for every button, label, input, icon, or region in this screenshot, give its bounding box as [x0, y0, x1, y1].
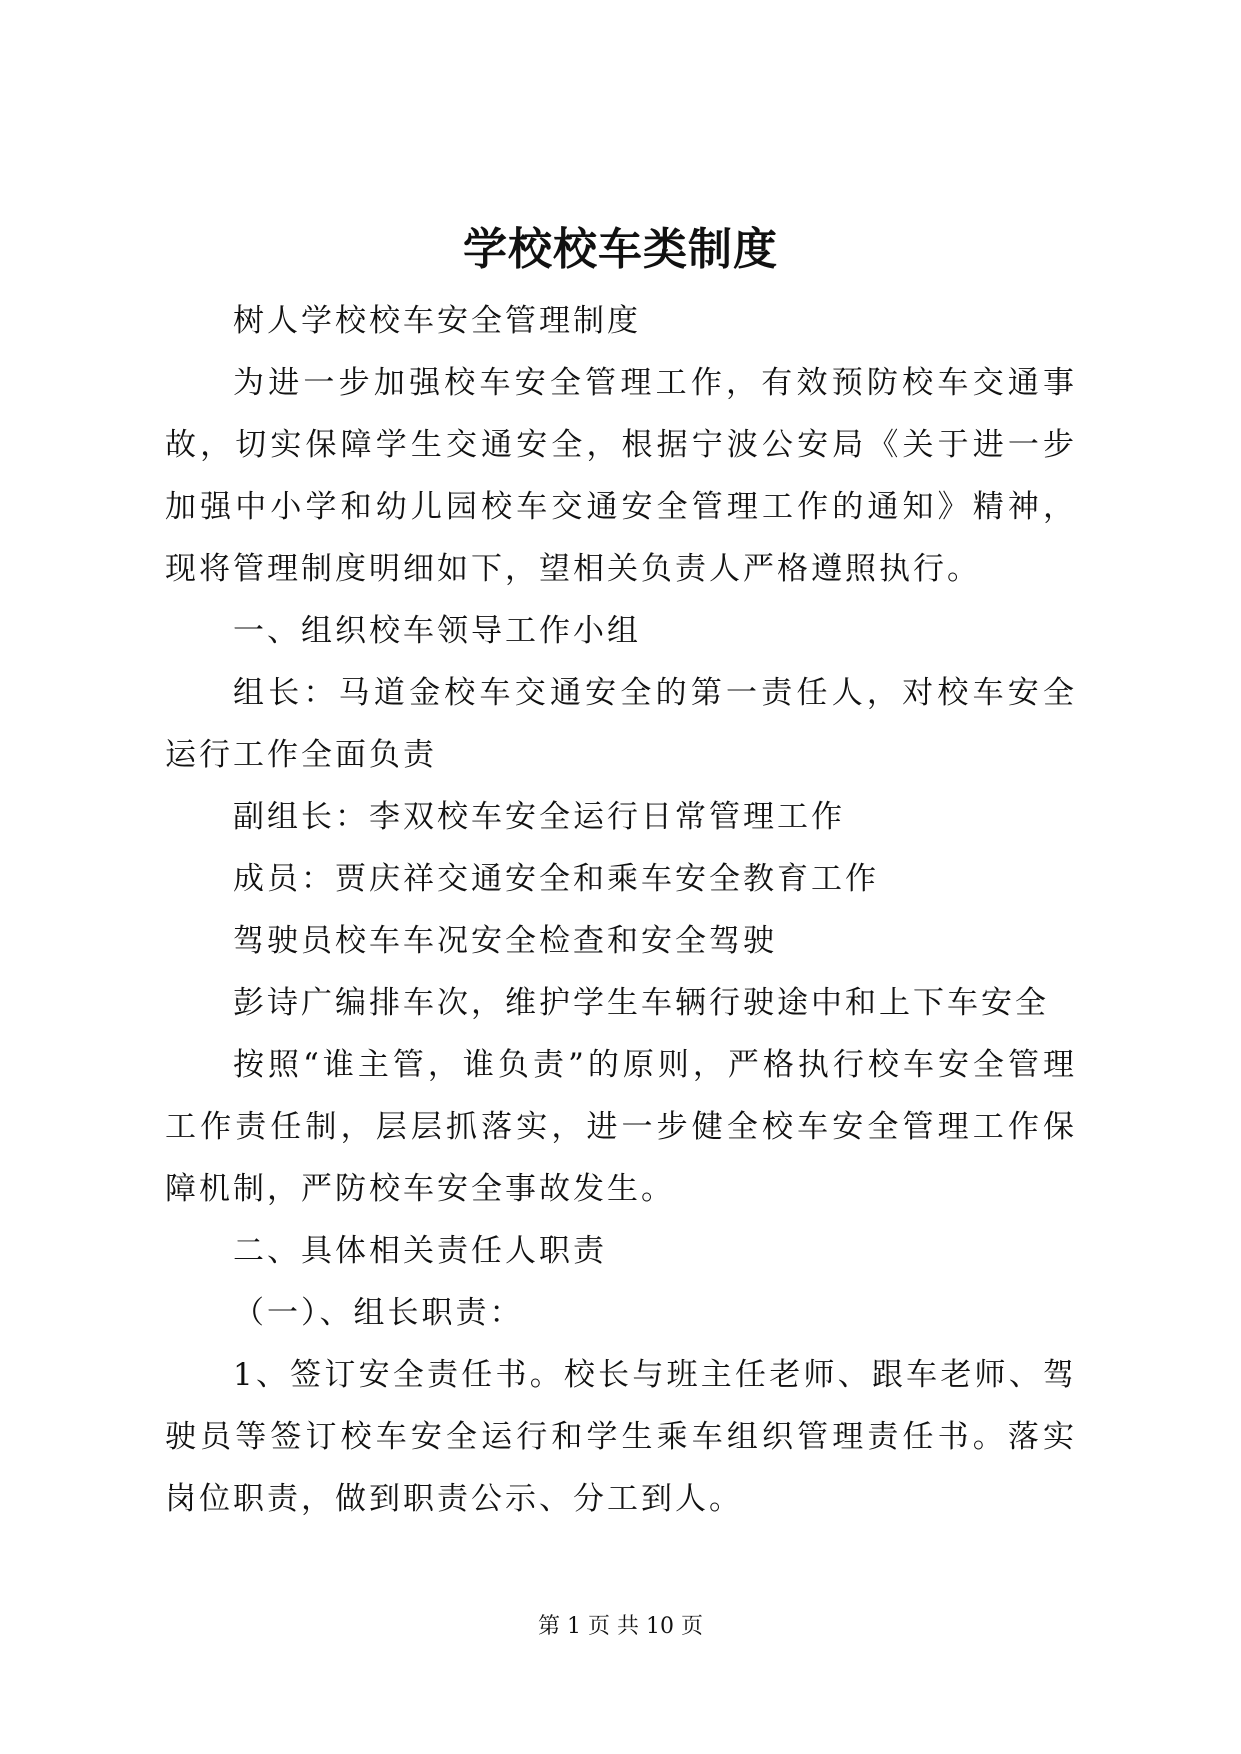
paragraph-member: 成员：贾庆祥交通安全和乘车安全教育工作: [233, 861, 879, 897]
paragraph-subtitle: 树人学校校车安全管理制度: [233, 303, 641, 339]
paragraph-item-1: 1、签订安全责任书。校长与班主任老师、跟车老师、驾驶员等签订校车安全运行和学生乘车组织管理责任书。落实岗位职责，做到职责公示、分工到人。: [165, 1357, 1077, 1517]
paragraph-deputy-leader: 副组长：李双校车安全运行日常管理工作: [233, 799, 845, 835]
paragraph-section-2-heading: 二、具体相关责任人职责: [233, 1233, 607, 1269]
paragraph-peng: 彭诗广编排车次，维护学生车辆行驶途中和上下车安全: [233, 985, 1049, 1021]
paragraph-driver: 驾驶员校车车况安全检查和安全驾驶: [233, 923, 777, 959]
paragraph-section-1-heading: 一、组织校车领导工作小组: [233, 613, 641, 649]
paragraph-intro: 为进一步加强校车安全管理工作，有效预防校车交通事故，切实保障学生交通安全，根据宁波公安局《关于进一步加强中小学和幼儿园校车交通安全管理工作的通知》精神，现将管理制度明细如下，望相关负责人严格遵照执行。: [165, 365, 1077, 587]
document-body: [165, 290, 1077, 1530]
paragraph-leader: 组长：马道金校车交通安全的第一责任人，对校车安全运行工作全面负责: [165, 675, 1077, 773]
page-footer: 第 1 页 共 10 页: [538, 1614, 703, 1639]
paragraph-principle: 按照“谁主管，谁负责”的原则，严格执行校车安全管理工作责任制，层层抓落实，进一步健全校车安全管理工作保障机制，严防校车安全事故发生。: [165, 1047, 1077, 1207]
paragraph-subsection-1: （一）、组长职责：: [233, 1295, 524, 1331]
document-title: 学校校车类制度: [463, 224, 778, 275]
